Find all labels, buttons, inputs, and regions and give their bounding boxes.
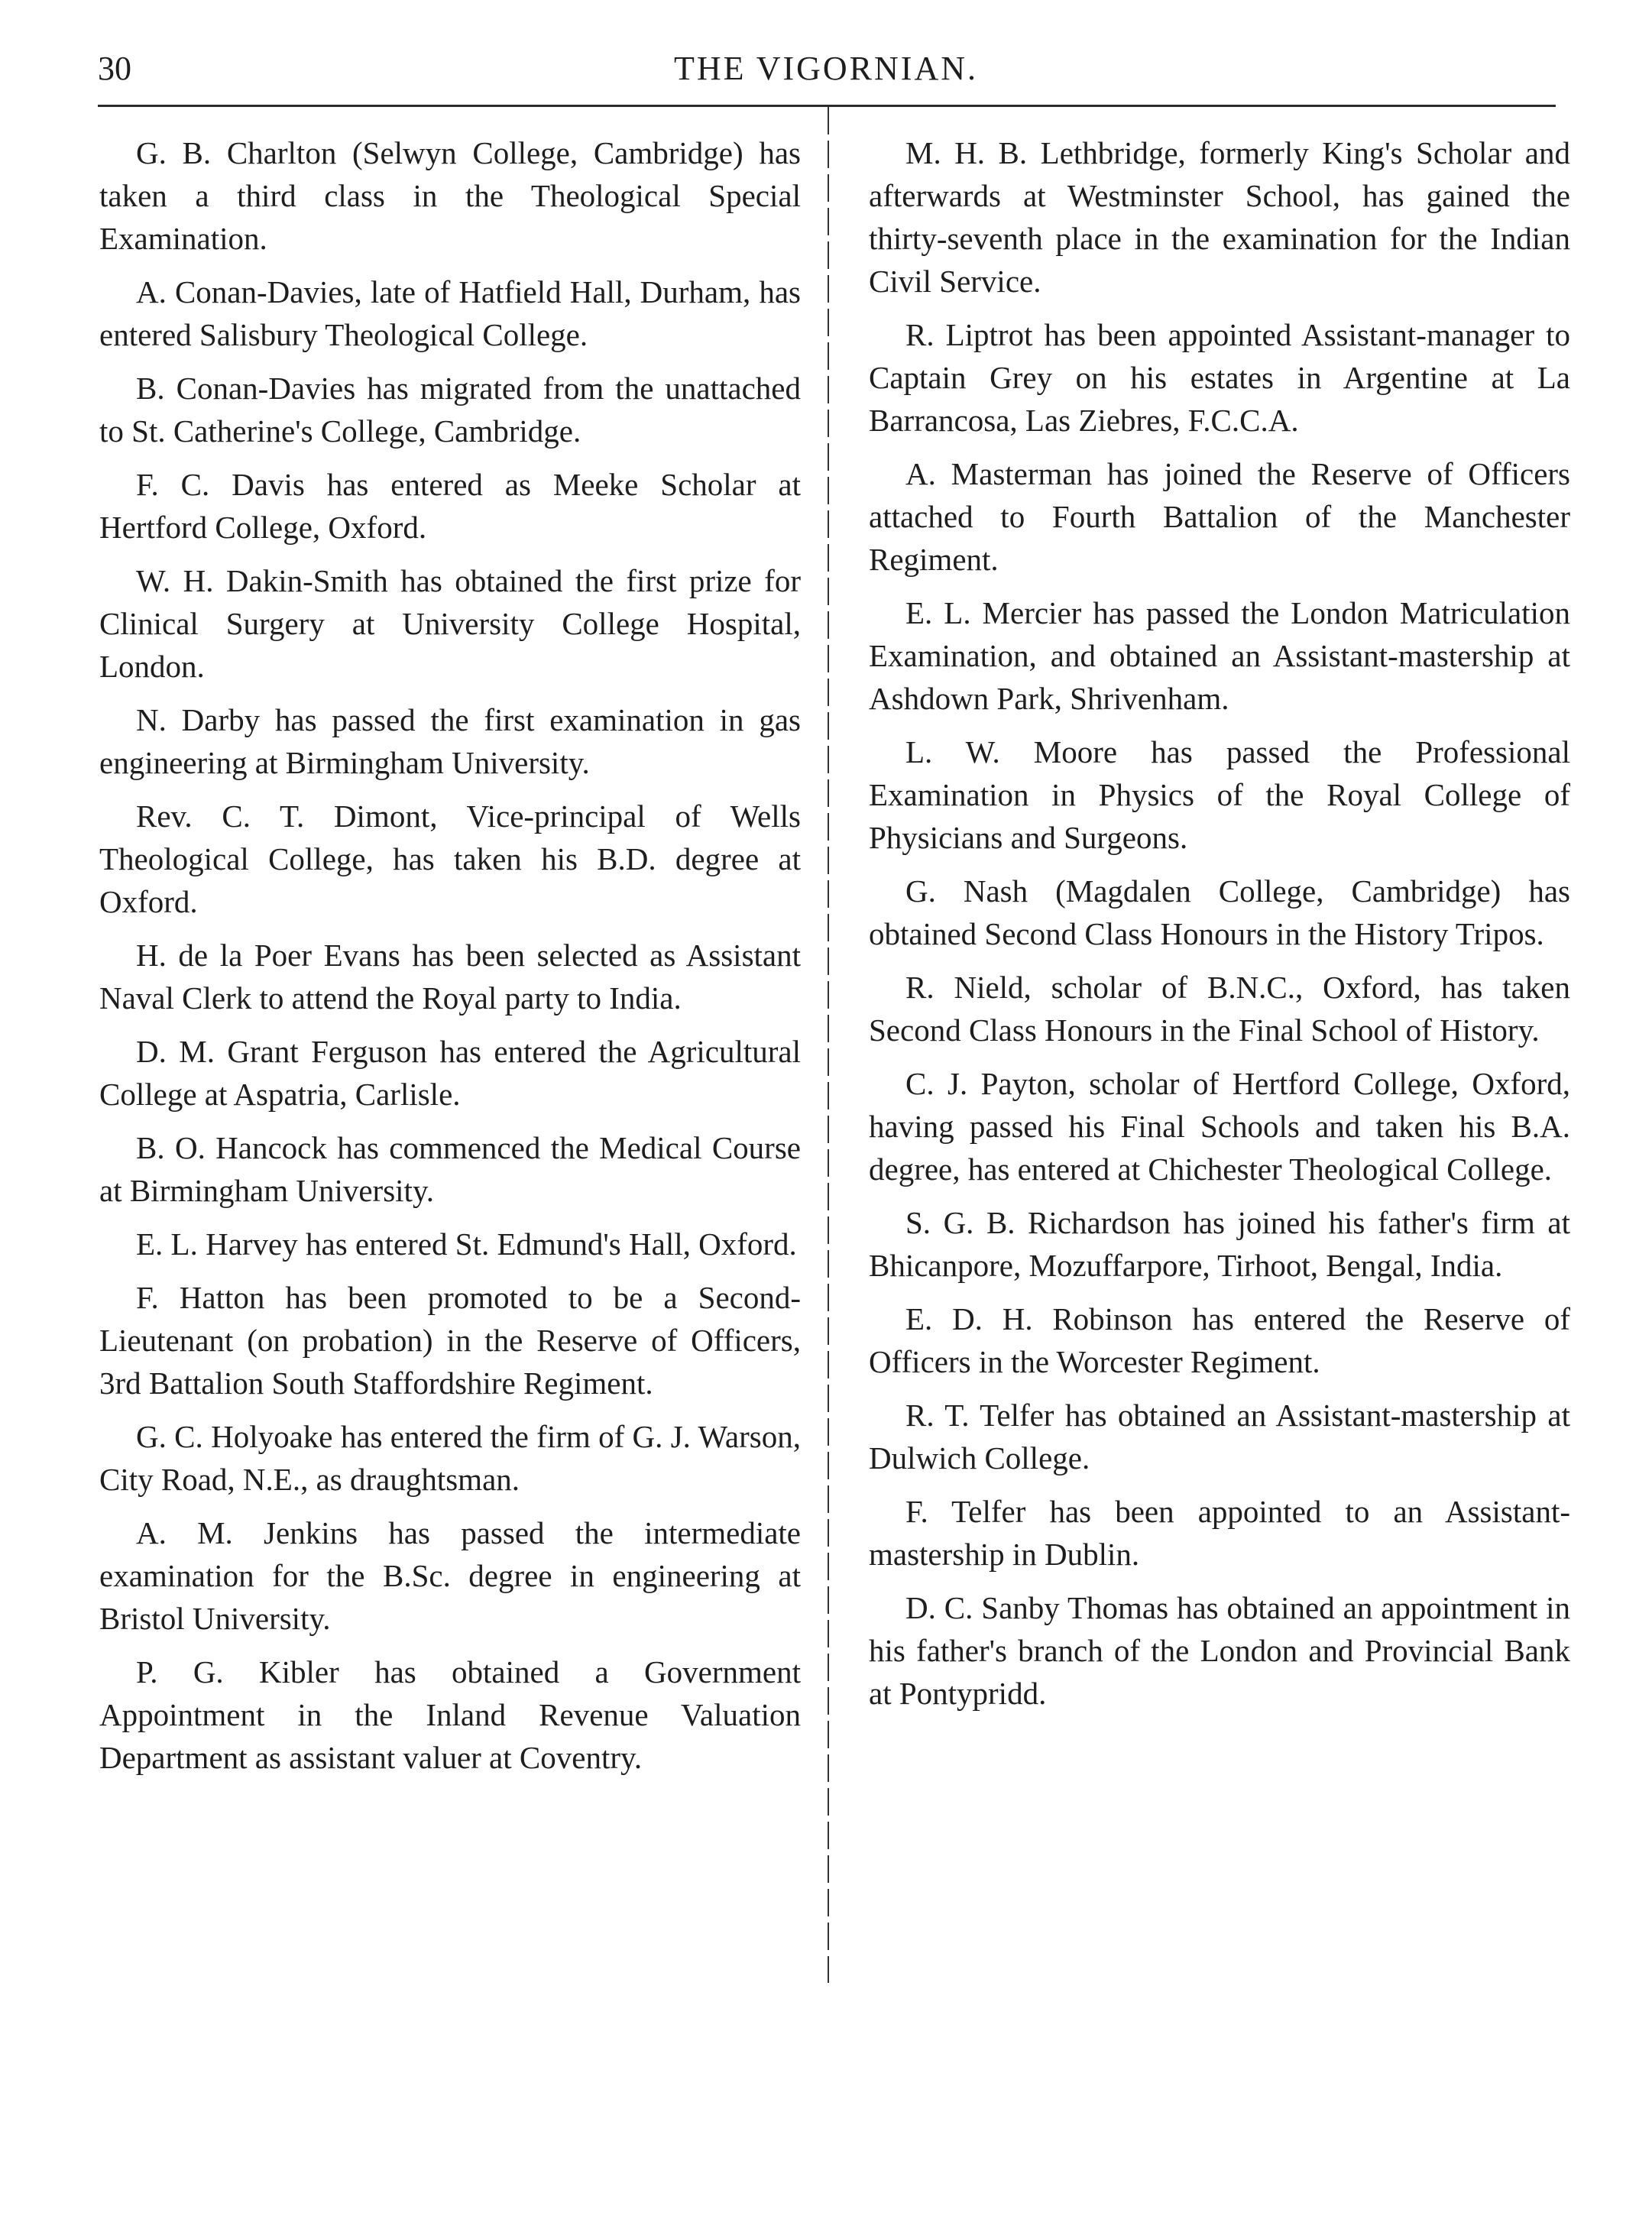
news-entry: C. J. Payton, scholar of Hertford College, Oxford, having passed his Final Schools and taken his B.A. degree, has entered at Chichester Theological College. [869,1066,1570,1187]
news-entry: Rev. C. T. Dimont, Vice-principal of Wells Theological College, has taken his B.D. degree at Oxford. [99,799,801,919]
news-entry: S. G. B. Richardson has joined his father's firm at Bhicanpore, Mozuffarpore, Tirhoot, Bengal, India. [869,1205,1570,1283]
news-entry: R. Liptrot has been appointed Assistant-manager to Captain Grey on his estates in Argentine at La Barrancosa, Las Ziebres, F.C.C.A. [869,317,1570,438]
news-entry: D. C. Sanby Thomas has obtained an appointment in his father's branch of the London and Provincial Bank at Pontypridd. [869,1590,1570,1711]
news-entry: H. de la Poer Evans has been selected as Assistant Naval Clerk to attend the Royal party to India. [99,938,801,1016]
header-rule [98,105,1556,107]
news-entry: A. Conan-Davies, late of Hatfield Hall, Durham, has entered Salisbury Theological College. [99,274,801,352]
news-entry: E. L. Harvey has entered St. Edmund's Hall, Oxford. [136,1226,797,1262]
news-entry: D. M. Grant Ferguson has entered the Agricultural College at Aspatria, Carlisle. [99,1034,801,1112]
news-entry: G. Nash (Magdalen College, Cambridge) has obtained Second Class Honours in the History Tripos. [869,873,1570,951]
news-entry: F. Hatton has been promoted to be a Second-Lieutenant (on probation) in the Reserve of Officers, 3rd Battalion South Staffordshire Regiment. [99,1280,801,1401]
news-entry: G. C. Holyoake has entered the firm of G. J. Warson, City Road, N.E., as draughtsman. [99,1419,801,1497]
news-entry: A. Masterman has joined the Reserve of Officers attached to Fourth Battalion of the Manchester Regiment. [869,456,1570,577]
news-entry: A. M. Jenkins has passed the intermediate examination for the B.Sc. degree in engineering at Bristol University. [99,1515,801,1636]
news-entry: N. Darby has passed the first examination in gas engineering at Birmingham University. [99,702,801,780]
news-entry: G. B. Charlton (Selwyn College, Cambridge) has taken a third class in the Theological Special Examination. [99,135,801,256]
news-entry: E. D. H. Robinson has entered the Reserve of Officers in the Worcester Regiment. [869,1301,1570,1379]
right-column [869,131,1570,1725]
column-divider [828,107,829,1983]
news-entry: L. W. Moore has passed the Professional Examination in Physics of the Royal College of Physicians and Surgeons. [869,734,1570,855]
news-entry: R. Nield, scholar of B.N.C., Oxford, has taken Second Class Honours in the Final School of History. [869,970,1570,1048]
news-entry: F. C. Davis has entered as Meeke Scholar at Hertford College, Oxford. [99,467,801,545]
news-entry: F. Telfer has been appointed to an Assistant-mastership in Dublin. [869,1494,1570,1572]
page-number: 30 [98,50,131,87]
left-column [99,131,801,1790]
news-entry: R. T. Telfer has obtained an Assistant-mastership at Dulwich College. [869,1398,1570,1476]
running-title: THE VIGORNIAN. [673,50,979,87]
news-entry: B. O. Hancock has commenced the Medical Course at Birmingham University. [99,1130,801,1208]
news-entry: W. H. Dakin-Smith has obtained the first prize for Clinical Surgery at University College Hospital, London. [99,563,801,684]
news-entry: M. H. B. Lethbridge, formerly King's Scholar and afterwards at Westminster School, has gained the thirty-seventh place in the examination for the Indian Civil Service. [869,135,1570,299]
news-entry: P. G. Kibler has obtained a Government Appointment in the Inland Revenue Valuation Department as assistant valuer at Coventry. [99,1654,801,1775]
news-entry: B. Conan-Davies has migrated from the unattached to St. Catherine's College, Cambridge. [99,371,801,449]
news-entry: E. L. Mercier has passed the London Matriculation Examination, and obtained an Assistant-mastership at Ashdown Park, Shrivenham. [869,595,1570,716]
